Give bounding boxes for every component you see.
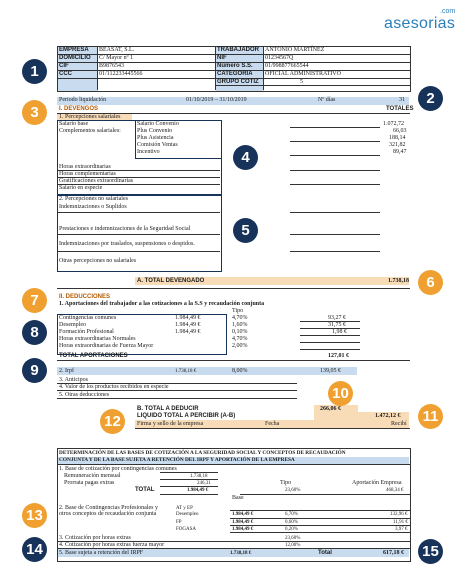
devengos-title: I. DEVENGOS <box>59 106 99 112</box>
salario-convenio-label: Salario Convenio <box>137 121 179 127</box>
badge-12: 12 <box>100 409 125 434</box>
nif-value: 01234567Q <box>265 55 294 61</box>
total-devengado-label: A. TOTAL DEVENGADO <box>137 278 205 284</box>
desempleo-tipo: 1,60% <box>232 322 248 328</box>
nss-label: Número S.S. <box>217 63 253 69</box>
total-empresa-label: Total <box>318 550 332 556</box>
ct-fp-base: 1.984,49 € <box>232 520 254 525</box>
badge-10: 10 <box>328 381 353 406</box>
total-empresa-value: 617,18 € <box>383 550 404 556</box>
fp-importe: 1,98 € <box>332 329 347 335</box>
logo <box>384 8 469 36</box>
complementos-label: Complementos salariales: <box>59 128 121 134</box>
indemnizaciones-label: Indemnizaciones o Suplidos <box>59 204 127 210</box>
nif-label: NIF <box>217 55 227 61</box>
badge-2: 2 <box>418 86 443 111</box>
trabajador-value: ANTONIO MARTÍNEZ <box>265 47 325 53</box>
ct-desempleo-label: Desempleo <box>176 512 199 517</box>
categoria-value: OFICIAL ADMINISTRATIVO <box>265 71 341 77</box>
remuneracion-value: 1.738,18 <box>190 474 208 479</box>
irpf-bar <box>57 367 357 375</box>
domicilio-value: C/ Mayor nº 1 <box>99 55 134 61</box>
cc-importe: 93,27 € <box>328 315 346 321</box>
horas-extra-label: Horas extraordinarias <box>59 164 111 170</box>
fecha-label: Fecha <box>265 421 280 427</box>
aportaciones-title: 1. Aportaciones del trabajador a las cotizaciones a la S.S y recaudación conjunta <box>59 301 265 307</box>
tipo-label: Tipo <box>232 308 244 314</box>
ccc-value: 01/112233445566 <box>99 71 143 77</box>
salario-especie-label: Salario en especie <box>59 185 103 191</box>
deducciones-title: II. DEDUCCIONES <box>59 294 111 300</box>
prestaciones-label: Prestaciones e indemnizaciones de la Seguridad Social <box>59 226 191 232</box>
irpf-base: 1.738,18 € <box>175 369 197 374</box>
badge-13: 13 <box>22 503 47 528</box>
cc-base: 1.984,49 € <box>175 315 201 321</box>
comision-ventas-label: Comisión Ventas <box>137 142 178 148</box>
salario-convenio-value: 1.072,72 <box>383 121 404 127</box>
period-label: Periodo liquidación <box>59 97 107 103</box>
logo-name: asesorias <box>384 15 456 32</box>
bases-tipo-label: Tipo <box>280 480 292 486</box>
liquido-value: 1.472,12 € <box>375 413 401 419</box>
no-salariales-label: 2. Percepciones no salariales <box>59 196 128 202</box>
badge-7: 7 <box>22 288 47 313</box>
ct-fp-importe: 11,91 € <box>393 520 408 525</box>
ct-desempleo-base: 1.984,49 € <box>232 512 254 517</box>
desempleo-importe: 31,75 € <box>328 322 346 328</box>
he-base-tipo: 23,60% <box>285 536 301 541</box>
he-normales-label: Horas extraordinarias Normales <box>59 336 136 342</box>
fp-tipo: 0,10% <box>232 329 248 335</box>
trabajador-label: TRABAJADOR <box>217 47 259 53</box>
incentivo-label: Incentivo <box>137 149 160 155</box>
domicilio-label: DOMICILIO <box>59 55 91 61</box>
badge-4: 4 <box>233 145 258 170</box>
bases-total-value: 1.984,49 € <box>187 488 209 493</box>
cif-label: CIF <box>59 63 69 69</box>
total-devengado-value: 1.738,18 <box>388 278 409 284</box>
desempleo-base: 1.984,49 € <box>175 322 201 328</box>
cc-label: Contingencias comunes <box>59 315 117 321</box>
anticipos-label: 3. Anticipos <box>59 377 89 383</box>
irpf-label: 2. Irpf <box>59 368 74 374</box>
hefm-base-label: 4. Cotización por horas extras fuerza mayor <box>59 542 165 548</box>
traslados-label: Indemnizaciones por traslados, suspensiones o despidos. <box>59 241 195 247</box>
categoria-label: CATEGORIA <box>217 71 253 77</box>
especie-label: 4. Valor de los productos recibidos en especie <box>59 384 169 390</box>
ct-fogasa-base: 1.984,49 € <box>232 527 254 532</box>
bases-title-1: DETERMINACIÓN DE LAS BASES DE COTIZACIÓN A LA SEGURIDAD SOCIAL Y CONCEPTOS DE RECAUDACIÓN <box>59 450 346 456</box>
period-days-label: Nº días <box>318 97 336 103</box>
he-fm-tipo: 2,00% <box>232 343 248 349</box>
gratificaciones-label: Gratificaciones extraordinarias <box>59 178 134 184</box>
irpf-base-label: 5. Base sujeta a retención del IRPF <box>59 550 144 556</box>
he-normales-tipo: 4,70% <box>232 336 248 342</box>
base-label: Base <box>232 495 244 501</box>
empresa-label: EMPRESA <box>59 47 89 53</box>
ct-desempleo-tipo: 6,70% <box>285 512 298 517</box>
grupo-label: GRUPO COTIZ <box>217 79 259 85</box>
badge-15: 15 <box>418 539 443 564</box>
cc-empresa-tipo: 23,60% <box>285 488 301 493</box>
badge-11: 11 <box>418 404 443 429</box>
logo-domain: .com <box>440 8 456 15</box>
horas-complementarias-label: Horas complementarias <box>59 171 116 177</box>
ct-fp-label: FP <box>176 520 182 525</box>
bases-total-label: TOTAL <box>135 487 155 493</box>
cc-base-title: 1. Base de cotización por contingencias comunes <box>59 466 177 472</box>
plus-asistencia-value: 188,14 <box>389 135 406 141</box>
firma-label: Firma y sello de la empresa <box>137 421 204 427</box>
salario-base-label: Salario base <box>59 121 89 127</box>
he-fm-label: Horas extraordinarias de Fuerza Mayor <box>59 343 154 349</box>
grupo-value: 5 <box>300 79 303 85</box>
cc-tipo: 4,70% <box>232 315 248 321</box>
recibi-label: Recibí <box>391 421 407 427</box>
percepciones-salariales: 1. Percepciones salariales <box>59 114 121 120</box>
plus-asistencia-label: Plus Asistencia <box>137 135 174 141</box>
badge-14: 14 <box>22 537 47 562</box>
ct-fogasa-label: FOGASA <box>176 527 197 532</box>
ccc-label: CCC <box>59 71 72 77</box>
otras-percepciones-label: Otras percepciones no salariales <box>59 258 137 264</box>
nss-value: 01/998877665544 <box>265 63 309 69</box>
period-days-value: 31 <box>399 97 405 103</box>
fp-label: Formación Profesional <box>59 329 114 335</box>
cc-empresa-aportacion: 468,34 € <box>386 488 404 493</box>
badge-1: 1 <box>22 59 47 84</box>
atep-label: AT y EP <box>176 506 193 511</box>
irpf-importe: 139,05 € <box>320 368 341 374</box>
otras-deducciones-label: 5. Otras deducciones <box>59 392 110 398</box>
desempleo-label: Desempleo <box>59 322 86 328</box>
period-value: 01/10/2019 – 31/10/2019 <box>186 97 247 103</box>
incentivo-value: 89,47 <box>393 149 407 155</box>
bases-title-2: CONJUNTA Y DE LA BASE SUJETA A RETENCIÓN DEL IRPF Y APORTACIÓN DE LA EMPRESA <box>59 457 295 463</box>
total-deducir-value: 266,06 € <box>320 406 341 412</box>
ct-desempleo-importe: 132,96 € <box>390 512 408 517</box>
prorrata-label: Prorrata pagas extras <box>64 480 115 486</box>
ct-title-a: 2. Base de Contingencias Profesionales y <box>59 505 158 511</box>
fp-base: 1.984,49 € <box>175 329 201 335</box>
badge-9: 9 <box>22 358 47 383</box>
ct-fogasa-tipo: 0,20% <box>285 527 298 532</box>
total-aportaciones-value: 127,01 € <box>328 353 349 359</box>
ct-fp-tipo: 0,60% <box>285 520 298 525</box>
remuneracion-label: Remuneración mensual <box>64 473 121 479</box>
total-deducir-label: B. TOTAL A DEDUCIR <box>137 406 199 412</box>
irpf-tipo: 8,00% <box>232 368 248 374</box>
total-aportaciones-label: TOTAL APORTACIONES <box>59 353 128 359</box>
badge-6: 6 <box>418 270 443 295</box>
aportacion-label: Aportación Empresa <box>352 480 402 486</box>
hefm-base-tipo: 12,00% <box>285 543 301 548</box>
prorrata-value: 246,31 <box>197 481 211 486</box>
badge-3: 3 <box>22 100 47 125</box>
badge-5: 5 <box>233 218 258 243</box>
empresa-value: BEASAT, S.L. <box>99 47 135 53</box>
comision-ventas-value: 321,82 <box>389 142 406 148</box>
liquido-label: LIQUIDO TOTAL A PERCIBIR (A-B) <box>137 413 236 419</box>
plus-convenio-value: 66,03 <box>393 128 407 134</box>
totales-label: TOTALES <box>386 106 414 112</box>
cif-value: B9876543 <box>99 63 125 69</box>
ct-fogasa-importe: 3,97 € <box>395 527 408 532</box>
plus-convenio-label: Plus Convenio <box>137 128 173 134</box>
ct-title-b: otros conceptos de recaudación conjunta <box>59 511 157 517</box>
badge-8: 8 <box>22 320 47 345</box>
irpf-base-value: 1.738,18 € <box>230 551 252 556</box>
he-base-label: 3. Cotización por horas extras <box>59 535 131 541</box>
